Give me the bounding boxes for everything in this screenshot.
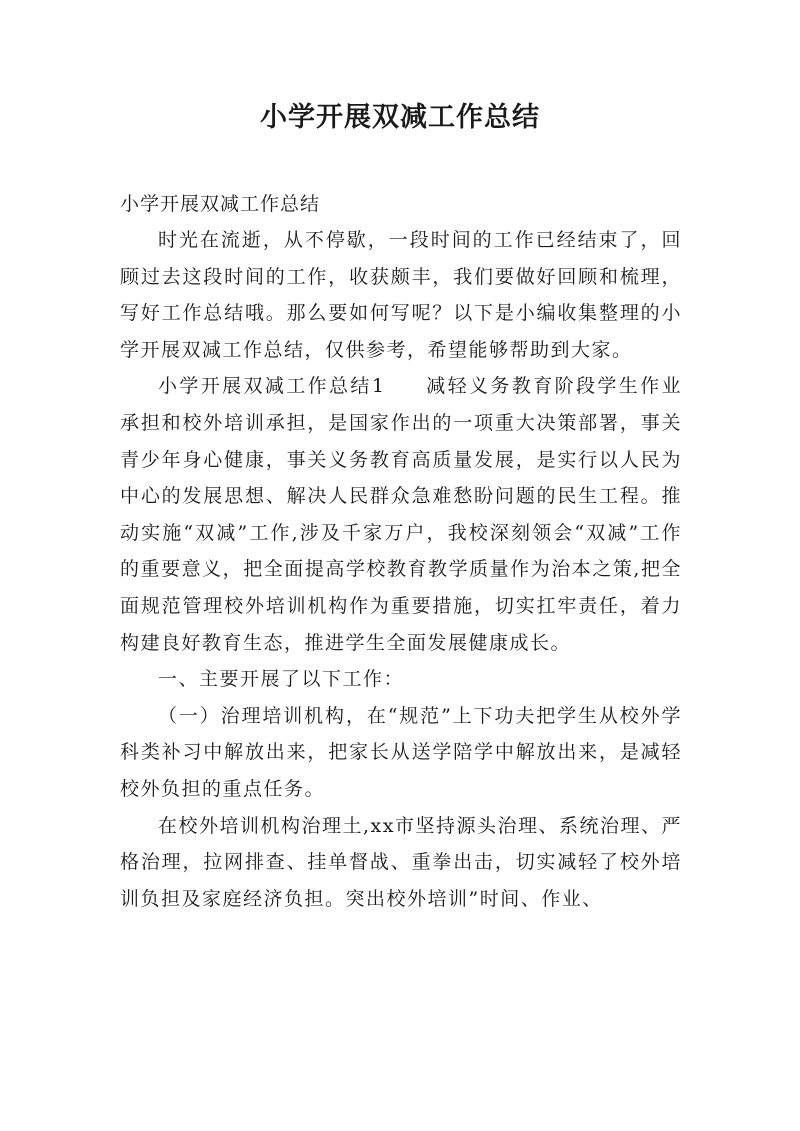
summary-paragraph-1-text: 减轻义务教育阶段学生作业承担和校外培训承担，是国家作出的一项重大决策部署，事关青少年身心健康，事关义务教育高质量发展，是实行以人民为中心的发展思想、解决人民群众急难愁盼问题的民生工程。推动实施“双减”工作,涉及千家万户，我校深刻领会“双减”工作的重要意义，把全面提高学校教育教学质量作为治本之策,把全面规范管理校外培训机构作为重要措施，切实扛牢责任，着力构建良好教育生态，推进学生全面发展健康成长。 xyxy=(120,375,682,654)
document-title: 小学开展双减工作总结 xyxy=(260,102,540,133)
city-governance-paragraph: 在校外培训机构治理土,xx市坚持源头治理、系统治理、严格治理，拉网排查、挂单督战、重拳出击，切实减轻了校外培训负担及家庭经济负担。突出校外培训”时间、作业、 xyxy=(120,814,682,910)
training-governance-paragraph: （一）治理培训机构，在“规范”上下功夫把学生从校外学科类补习中解放出来，把家长从送学陪学中解放出来，是减轻校外负担的重点任务。 xyxy=(120,704,682,800)
summary-paragraph-1 xyxy=(120,368,682,661)
main-work-heading: 一、主要开展了以下工作： xyxy=(158,668,405,691)
document-subtitle: 小学开展双减工作总结 xyxy=(120,193,321,215)
document-body xyxy=(120,222,682,917)
section-heading: 小学开展双减工作总结1 xyxy=(158,375,386,398)
intro-paragraph: 时光在流逝，从不停歇，一段时间的工作已经结束了，回顾过去这段时间的工作，收获颇丰，我们要做好回顾和梳理，写好工作总结哦。那么要如何写呢？以下是小编收集整理的小学开展双减工作总结，仅供参考，希望能够帮助到大家。 xyxy=(120,229,682,361)
